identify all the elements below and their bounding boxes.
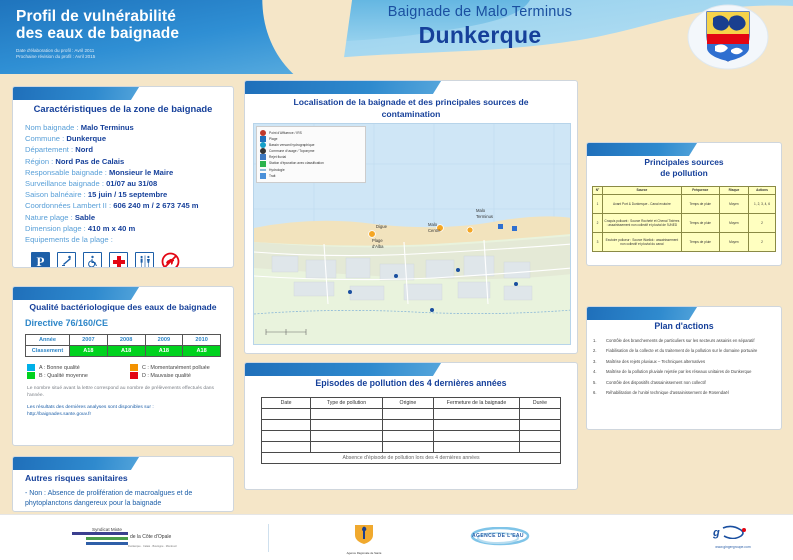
action-number: 6. <box>593 389 597 395</box>
classement-cell: A18 <box>70 346 108 357</box>
legend-label: A : Bonne qualité <box>39 364 80 371</box>
directive-label: Directive 76/160/CE <box>25 318 109 328</box>
carac-row <box>25 223 233 234</box>
list-item <box>593 380 773 386</box>
city-title: Dunkerque <box>418 22 542 48</box>
action-text: Réhabilitation de l'unité technique d'assainissement de Rosendaël <box>606 389 729 395</box>
carac-label: Nature plage : <box>25 212 73 222</box>
logo-ginger-groupe <box>697 525 769 549</box>
cell-frequence: Temps de pluie <box>681 233 719 252</box>
legend-marker-trait <box>260 173 266 179</box>
cell-actions: 2 <box>749 214 776 233</box>
action-number: 2. <box>593 348 597 354</box>
smco-line1: Syndicat Mixte <box>92 527 122 532</box>
list-item <box>593 390 773 396</box>
panel-tab-decoration <box>245 81 451 94</box>
map-label-plage-alba-2: d'Alba <box>372 244 384 249</box>
action-plan-panel <box>586 306 782 430</box>
list-item <box>593 338 773 344</box>
no-dogs-icon <box>161 252 180 268</box>
cell-risque: Moyen <box>719 233 748 252</box>
map-legend-label: Plage <box>269 137 278 142</box>
quality-legend <box>27 364 227 379</box>
list-item <box>593 348 773 354</box>
carac-label: Dimension plage : <box>25 223 86 233</box>
legend-label: D : Mauvaise qualité <box>142 372 191 379</box>
pollution-episodes-panel <box>244 362 578 490</box>
action-text: Maîtrise des rejets pluviaux – Techniques alternatives <box>606 358 706 364</box>
header-title-line1: Profil de vulnérabilité <box>16 8 176 25</box>
col-risque: Risque <box>719 187 748 195</box>
cell-frequence: Temps de pluie <box>681 214 719 233</box>
carac-value: 410 m x 40 m <box>87 223 136 233</box>
cell-frequence: Temps de pluie <box>681 195 719 214</box>
map-label-plage-alba: Plage <box>372 238 383 243</box>
carac-label: Département : <box>25 145 74 155</box>
table-header-row <box>262 398 561 409</box>
carac-row <box>25 156 233 167</box>
table-row <box>593 195 776 214</box>
panel-tab-decoration <box>13 457 149 470</box>
episodes-title: Episodes de pollution des 4 dernières années <box>315 378 507 388</box>
col-date: Date <box>262 398 311 409</box>
col-type: Type de pollution <box>311 398 383 409</box>
sources-title-line2: de pollution <box>660 168 708 178</box>
cell-num: 3 <box>593 233 603 252</box>
action-plan-title: Plan d'actions <box>654 321 714 331</box>
first-aid-icon <box>109 252 128 268</box>
location-map-panel <box>244 80 578 354</box>
year-cell: 2009 <box>145 335 183 346</box>
carac-value: 606 240 m / 2 673 745 m <box>113 201 199 211</box>
legend-swatch-c <box>130 364 138 371</box>
date-elaboration: Date d'élaboration du profil : Avril 2011 <box>16 48 95 53</box>
cell-source: Croquis polluant : Source Rocheté et Chenal Tixières : assainissement non collectif et pluvial de l'UNED <box>603 214 682 233</box>
logo-agence-de-leau <box>452 527 544 539</box>
date-revision: Prochaine révision du profil : Avril 2015 <box>16 54 96 59</box>
legend-marker-station-epuration <box>260 161 266 167</box>
cell-risque: Moyen <box>719 214 748 233</box>
characteristics-panel <box>12 86 234 268</box>
results-link-block <box>27 404 222 418</box>
map-label-malo-centre-2: Centre <box>428 228 441 233</box>
cell-actions: 1, 2, 3, 4, 6 <box>749 195 776 214</box>
col-actions: Actions <box>749 187 776 195</box>
year-cell: 2007 <box>70 335 108 346</box>
row-header-annee: Année <box>26 335 70 346</box>
panel-tab-decoration <box>245 363 451 376</box>
panel-tab-decoration <box>13 287 149 300</box>
header-dates <box>16 48 266 60</box>
other-risks-title: Autres risques sanitaires <box>25 473 128 483</box>
legend-swatch-d <box>130 372 138 379</box>
list-item <box>593 359 773 365</box>
table-row <box>26 346 221 357</box>
sante-caption: Agence Régionale de Santé <box>346 551 382 555</box>
row-header-classement: Classement <box>26 346 70 357</box>
cell-actions: 2 <box>749 233 776 252</box>
map-canvas[interactable] <box>253 123 571 345</box>
header-center-titles <box>300 4 660 49</box>
poster-header <box>0 0 793 74</box>
carac-label: Responsable baignade : <box>25 167 107 177</box>
toilets-icon <box>135 252 154 268</box>
legend-marker-hydrologie <box>260 169 266 171</box>
footer-divider <box>268 524 269 552</box>
carac-label: Surveillance baignade : <box>25 179 104 189</box>
poster-footer <box>0 514 793 560</box>
carac-label: Région : <box>25 156 54 166</box>
carac-value: 15 juin / 15 septembre <box>87 190 168 200</box>
action-text: Contrôle des dispositifs d'assainissement non collectif <box>606 379 706 385</box>
carac-value: Malo Terminus <box>80 123 134 132</box>
other-risks-text: - Non : Absence de prolifération de macroalgues et de phytoplanctons dangereux pour la baignade <box>25 490 193 507</box>
carac-row <box>25 212 233 223</box>
episodes-footer-note: Absence d'épisode de pollution lors des 4 dernières années <box>262 453 561 464</box>
ginger-logo-icon <box>711 525 755 539</box>
map-legend-label: Commune d'usage / Toponyme <box>269 149 315 154</box>
pollution-sources-table <box>592 186 776 252</box>
bacteriological-title: Qualité bactériologique des eaux de baignade <box>29 302 217 312</box>
action-text: Fiabilisation de la collecte et du traitement de la pollution sur le domaine portuaire <box>606 348 758 354</box>
map-legend <box>256 126 366 183</box>
panel-tab-decoration <box>587 307 707 320</box>
beach-subtitle: Baignade de Malo Terminus <box>387 4 573 20</box>
beach-equipment-icons <box>31 252 233 268</box>
shower-icon <box>57 252 76 268</box>
map-legend-item <box>260 173 362 179</box>
carac-value: Nord <box>75 145 93 155</box>
year-cell: 2010 <box>183 335 221 346</box>
carac-label: Saison balnéaire : <box>25 190 86 200</box>
classement-cell: A18 <box>183 346 221 357</box>
bacteriological-quality-panel <box>12 286 234 446</box>
cell-source: Avant Port & Dunkerque - Canal exutoire <box>603 195 682 214</box>
logo-agence-regionale-sante <box>340 523 388 555</box>
carac-value: Dunkerque <box>66 134 107 144</box>
smco-line2: de la Côte d'Opale <box>130 534 172 540</box>
header-title-line2: des eaux de baignade <box>16 25 180 42</box>
logo-syndicat-mixte-cote-opale <box>72 527 202 548</box>
map-legend-label: Trait <box>269 173 276 178</box>
results-link-intro: Les résultats des dernières analyses sont disponibles sur : <box>27 405 154 410</box>
carac-label: Equipements de la plage : <box>25 235 113 245</box>
map-legend-label: Bassin versant hydrographique <box>269 143 315 148</box>
carac-row <box>25 200 233 211</box>
col-num: N° <box>593 187 603 195</box>
table-row <box>26 335 221 346</box>
sources-title <box>587 157 781 179</box>
action-number: 5. <box>593 379 597 385</box>
sampling-note: Le nombre situé avant la lettre correspond au nombre de prélèvements effectués dans l'année. <box>27 386 214 398</box>
carac-label: Coordonnées Lambert II : <box>25 201 112 211</box>
carac-row <box>25 133 233 144</box>
table-row <box>262 442 561 453</box>
col-origine: Origine <box>382 398 433 409</box>
action-text: Contrôle des branchements de particuliers sur les secteurs assainis en séparatif <box>606 338 755 343</box>
map-label-digue: Digue <box>376 224 387 229</box>
action-text: Maîtrise de la pollution pluviale rejetée par les réseaux unitaires de Dunkerque <box>606 369 752 375</box>
cell-risque: Moyen <box>719 195 748 214</box>
carac-value: Nord Pas de Calais <box>55 156 125 166</box>
episodes-table <box>261 397 561 464</box>
map-label-malo-centre: Malo <box>428 222 438 227</box>
table-row <box>262 420 561 431</box>
city-crest <box>687 4 769 70</box>
smco-bars-icon <box>72 532 128 548</box>
ginger-url: www.gingergroupe.com <box>715 545 751 549</box>
legend-swatch-b <box>27 372 35 379</box>
carac-row <box>25 144 233 155</box>
cell-source: Exutoire pollueur : Source Warlick : assainissement non collectif et pluvial du canal <box>603 233 682 252</box>
health-agency-icon <box>352 523 376 545</box>
wheelchair-icon <box>83 252 102 268</box>
parking-icon: P <box>31 252 50 268</box>
legend-item <box>130 364 227 371</box>
carac-row <box>25 189 233 200</box>
legend-label: B : Qualité moyenne <box>39 372 88 379</box>
legend-item <box>27 372 124 379</box>
map-title: Localisation de la baignade et des principales sources de contamination <box>293 97 529 119</box>
coat-of-arms-icon <box>687 4 769 70</box>
cell-num: 1 <box>593 195 603 214</box>
legend-item <box>130 372 227 379</box>
table-row <box>262 431 561 442</box>
map-label-malo-terminus: Malo <box>476 208 486 213</box>
action-plan-list <box>587 338 781 396</box>
carac-row <box>25 178 233 189</box>
carac-row <box>25 167 233 178</box>
carac-value: Sable <box>74 212 96 222</box>
carac-label: Commune : <box>25 134 65 144</box>
carac-row <box>25 122 233 133</box>
pollution-sources-panel <box>586 142 782 266</box>
col-fermeture: Fermeture de la baignade <box>434 398 520 409</box>
table-row <box>593 214 776 233</box>
table-row <box>262 409 561 420</box>
map-label-malo-terminus-2: Terminus <box>476 214 493 219</box>
map-legend-label: Station d'épuration avec classification <box>269 161 324 166</box>
action-number: 3. <box>593 358 597 364</box>
cell-num: 2 <box>593 214 603 233</box>
legend-marker-rejet-fluvial <box>260 154 266 160</box>
legend-marker-plage <box>260 136 266 142</box>
sources-title-line1: Principales sources <box>644 157 724 167</box>
agence-title: AGENCE DE L'EAU <box>472 533 524 539</box>
legend-swatch-a <box>27 364 35 371</box>
header-title-block <box>16 8 266 60</box>
classement-cell: A18 <box>107 346 145 357</box>
carac-value: 01/07 au 31/08 <box>106 179 158 189</box>
carac-row <box>25 234 233 245</box>
map-legend-label: Rejet fluvial <box>269 155 287 160</box>
map-legend-label: Hydrologie <box>269 167 285 172</box>
carac-label: Nom baignade : <box>25 123 79 132</box>
table-header-row <box>593 187 776 195</box>
characteristics-list <box>25 122 233 245</box>
col-source: Source <box>603 187 682 195</box>
results-link-url[interactable]: http://baignades.sante.gouv.fr <box>27 412 92 417</box>
action-number: 1. <box>593 338 597 343</box>
panel-tab-decoration <box>13 87 149 100</box>
action-number: 4. <box>593 369 597 375</box>
legend-label: C : Momentanément polluée <box>142 364 210 371</box>
legend-item <box>27 364 124 371</box>
col-frequence: Fréquence <box>681 187 719 195</box>
bacteriological-table <box>25 334 221 357</box>
map-legend-label: Point d'Affluence / IRS <box>269 131 302 135</box>
other-health-risks-panel <box>12 456 234 512</box>
year-cell: 2008 <box>107 335 145 346</box>
svg-text:g: g <box>713 527 720 539</box>
legend-marker-point-affluence <box>260 130 266 136</box>
table-row <box>593 233 776 252</box>
panel-tab-decoration <box>587 143 707 156</box>
smco-line3: Dunkerque · Calais · Boulogne · Montreuil <box>128 545 177 548</box>
list-item <box>593 369 773 375</box>
col-duree: Durée <box>520 398 561 409</box>
classement-cell: A18 <box>145 346 183 357</box>
table-footer-row <box>262 453 561 464</box>
carac-value: Monsieur le Maire <box>109 167 174 177</box>
characteristics-title: Caractéristiques de la zone de baignade <box>33 103 213 114</box>
